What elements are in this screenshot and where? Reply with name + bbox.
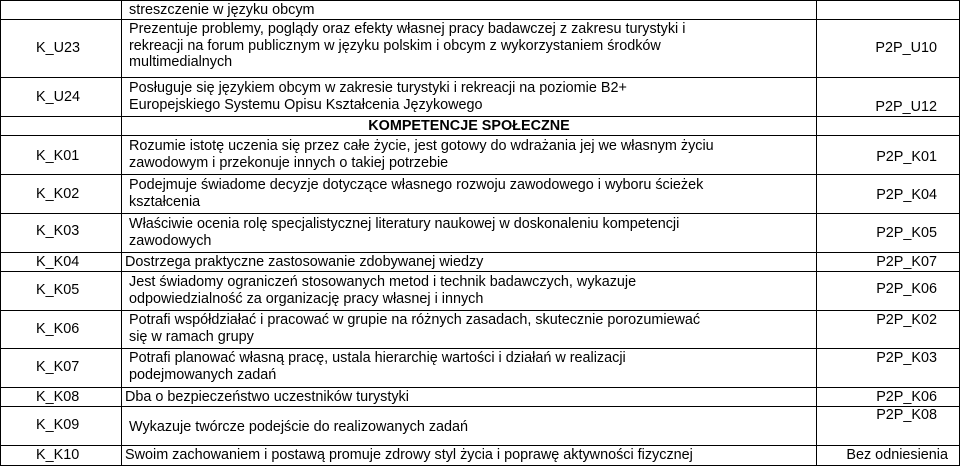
row-divider (0, 135, 960, 136)
row-code: K_K07 (36, 359, 80, 375)
row-divider (0, 271, 960, 272)
row-divider (0, 406, 960, 407)
row-reference: P2P_K04 (876, 187, 937, 203)
description-line: kształcenia (129, 193, 201, 210)
row-description (129, 419, 815, 436)
description-line: zawodowych (129, 232, 212, 249)
row-reference: P2P_K05 (876, 225, 937, 241)
description-line: Dostrzega praktyczne zastosowanie zdobywanej wiedzy (125, 254, 484, 270)
row-description (129, 80, 815, 113)
description-line: zawodowym i przekonuje innych o takiej potrzebie (129, 154, 449, 171)
row-reference: P2P_K01 (876, 149, 937, 165)
description-line: Swoim zachowaniem i postawą promuje zdrowy styl życia i poprawę aktywności fizycznej (125, 447, 693, 463)
row-divider (0, 310, 960, 311)
col-divider-code (121, 0, 122, 466)
description-line: Potrafi planować własną pracę, ustala hierarchię wartości i działań w realizacji (129, 350, 626, 366)
col-divider-left (0, 0, 1, 466)
row-description (129, 350, 815, 383)
row-reference: P2P_K08 (876, 407, 937, 423)
description-line: Podejmuje świadome decyzje dotyczące własnego rozwoju zawodowego i wyboru ścieżek (129, 177, 704, 193)
description-line: Dba o bezpieczeństwo uczestników turystyki (125, 389, 409, 405)
row-description (129, 312, 815, 345)
row-divider (0, 174, 960, 175)
row-reference: P2P_U12 (875, 99, 937, 115)
description-line: Jest świadomy ograniczeń stosowanych metod i technik badawczych, wykazuje (129, 274, 637, 290)
description-line: Potrafi współdziałać i pracować w grupie na różnych zasadach, skutecznie porozumiewać (129, 312, 701, 328)
description-line: odpowiedzialność za organizację pracy własnej i innych (129, 290, 484, 307)
row-divider (0, 213, 960, 214)
description-line: multimedialnych (129, 54, 233, 70)
row-code: K_K09 (36, 417, 80, 433)
row-description (125, 389, 811, 406)
description-line: Posługuje się językiem obcym w zakresie turystyki i rekreacji na poziomie B2+ (129, 80, 627, 96)
row-description (129, 2, 815, 19)
row-code: K_K02 (36, 186, 80, 202)
col-divider-desc (816, 0, 817, 466)
row-description (129, 177, 815, 210)
row-divider (0, 116, 960, 117)
row-reference: P2P_K07 (876, 254, 937, 270)
row-description (129, 138, 815, 171)
description-line: podejmowanych zadań (129, 366, 277, 383)
row-code: K_U24 (36, 89, 81, 105)
row-code: K_K04 (36, 254, 80, 270)
row-divider (0, 0, 960, 1)
row-divider (0, 252, 960, 253)
row-reference: P2P_K06 (876, 389, 937, 405)
row-code: K_K08 (36, 389, 80, 405)
row-code: K_U23 (36, 40, 81, 56)
description-line: się w ramach grupy (129, 328, 254, 345)
row-code: K_K06 (36, 321, 80, 337)
row-divider (0, 348, 960, 349)
description-line: Europejskiego Systemu Opisu Kształcenia Językowego (129, 96, 483, 113)
row-reference: P2P_K06 (876, 281, 937, 297)
description-line: streszczenie w języku obcym (129, 2, 315, 18)
row-code: K_K05 (36, 282, 80, 298)
row-description (129, 274, 815, 307)
row-divider (0, 387, 960, 388)
description-line: Rozumie istotę uczenia się przez całe życie, jest gotowy do wdrażania jej we własnym życiu (129, 138, 714, 154)
row-description (125, 447, 811, 464)
description-line: Prezentuje problemy, poglądy oraz efekty własnej pracy badawczej z zakresu turystyki i (129, 21, 686, 37)
description-line: rekreacji na forum publicznym w języku polskim i obcym z wykorzystaniem środków (129, 37, 661, 54)
row-code: K_K10 (36, 447, 80, 463)
row-code: K_K03 (36, 223, 80, 239)
row-description (125, 254, 811, 271)
row-reference: P2P_K02 (876, 312, 937, 328)
description-line: Wykazuje twórcze podejście do realizowanych zadań (129, 419, 469, 435)
description-line: Właściwie ocenia rolę specjalistycznej literatury naukowej w doskonaleniu kompetencji (129, 216, 680, 232)
row-reference: P2P_K03 (876, 350, 937, 366)
section-title: KOMPETENCJE SPOŁECZNE (368, 118, 570, 134)
row-code: K_K01 (36, 148, 80, 164)
row-description (129, 216, 815, 249)
row-divider (0, 19, 960, 20)
row-divider (0, 445, 960, 446)
row-reference: P2P_U10 (875, 40, 937, 56)
row-description (129, 21, 815, 71)
row-divider (0, 77, 960, 78)
row-reference: Bez odniesienia (846, 447, 948, 463)
